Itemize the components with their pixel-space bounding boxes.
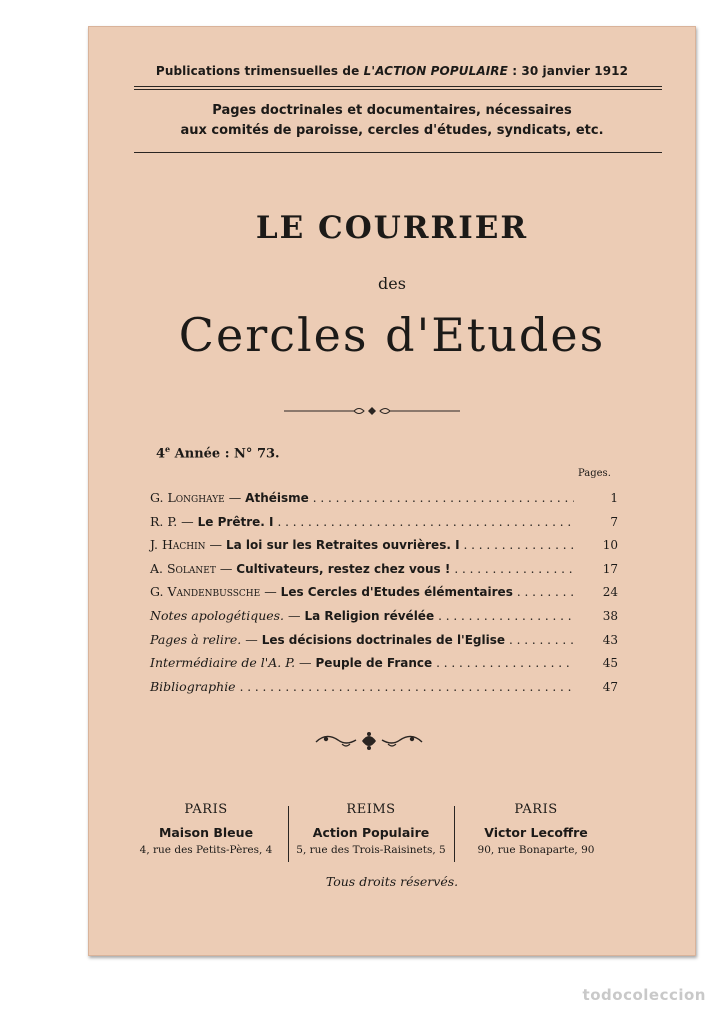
toc-page: 10	[602, 538, 618, 553]
header-rule-top	[134, 86, 662, 87]
toc-author: R. P. —	[150, 513, 198, 529]
title-des: des	[378, 274, 406, 293]
toc-page: 43	[602, 632, 618, 647]
toc-page: 17	[602, 561, 618, 576]
toc-title: Le Prêtre. I	[197, 514, 274, 529]
toc-page: 1	[610, 491, 618, 505]
toc-row	[150, 608, 618, 632]
description-line-2: aux comités de paroisse, cercles d'études, syndicats, etc.	[180, 123, 604, 138]
publication-name: L'ACTION POPULAIRE	[363, 64, 508, 78]
toc-title: Les décisions doctrinales de l'Eglise	[261, 632, 506, 647]
publisher-name: Maison Bleue	[158, 825, 254, 840]
toc-row	[150, 584, 618, 608]
toc-leader-dots	[313, 491, 574, 505]
booklet-cover	[88, 26, 696, 956]
issue-year-suffix: e	[165, 444, 171, 454]
toc-leader-dots	[438, 609, 574, 623]
publisher-city: REIMS	[346, 802, 396, 817]
toc-title: Peuple de France	[315, 656, 433, 671]
toc-title: Athéisme	[245, 491, 309, 505]
toc-author: Pages à relire. —	[150, 631, 262, 647]
rights-notice: Tous droits réservés.	[325, 874, 459, 889]
publisher-maison-bleue	[116, 802, 296, 856]
toc-leader-dots	[436, 656, 574, 670]
ornament-divider-icon	[282, 404, 462, 418]
toc-author: Intermédiaire de l'A. P. —	[150, 655, 316, 671]
toc-page: 24	[602, 585, 618, 600]
toc-title: Cultivateurs, restez chez vous !	[236, 561, 451, 576]
description-line-1: Pages doctrinales et documentaires, nécessaires	[212, 103, 572, 118]
publisher-city: PARIS	[514, 802, 558, 817]
floral-ornament-icon	[312, 730, 426, 752]
toc-row	[150, 514, 618, 538]
toc-row	[150, 655, 618, 679]
toc-row	[150, 490, 618, 514]
publisher-name: Action Populaire	[312, 825, 430, 840]
publisher-address: 90, rue Bonaparte, 90	[477, 844, 595, 856]
toc-author: A. Solanet —	[150, 560, 237, 576]
header-rule-bottom	[134, 152, 662, 153]
toc-leader-dots	[454, 562, 574, 576]
toc-title: Les Cercles d'Etudes élémentaires	[280, 585, 513, 600]
publisher-city: PARIS	[184, 802, 228, 817]
toc-page: 7	[610, 514, 618, 529]
issue-year: 4	[156, 446, 166, 462]
publisher-action-populaire	[281, 802, 461, 856]
title-cercles-d-etudes: Cercles d'Etudes	[178, 308, 606, 362]
issue-number	[156, 444, 280, 461]
watermark-logo: todocoleccion	[582, 986, 706, 1004]
toc-author: J. Hachin —	[150, 537, 226, 553]
toc-row	[150, 632, 618, 656]
toc-leader-dots	[464, 538, 574, 552]
header-rule-top-double	[134, 89, 662, 90]
publication-date: : 30 janvier 1912	[507, 64, 629, 78]
issue-rest: Année : N° 73.	[170, 446, 280, 462]
toc-author: Notes apologétiques. —	[150, 607, 305, 623]
toc-leader-dots	[240, 680, 574, 694]
toc-row	[150, 679, 618, 703]
toc-author: G. Vandenbussche —	[150, 584, 281, 600]
toc-row	[150, 561, 618, 585]
toc-page: 38	[602, 608, 618, 623]
toc-page: 47	[602, 679, 618, 694]
toc-author: G. Longhaye —	[150, 490, 246, 505]
toc-leader-dots	[509, 633, 574, 647]
publisher-address: 5, rue des Trois-Raisinets, 5	[296, 844, 446, 856]
toc-leader-dots	[277, 515, 574, 529]
toc-leader-dots	[517, 585, 574, 599]
publisher-victor-lecoffre	[446, 802, 626, 856]
title-le-courrier: LE COURRIER	[255, 210, 529, 246]
toc-page: 45	[602, 656, 618, 671]
toc-title: La Religion révélée	[304, 608, 435, 623]
toc-title: La loi sur les Retraites ouvrières. I	[226, 538, 460, 553]
publisher-name: Victor Lecoffre	[484, 825, 588, 840]
toc-author: Bibliographie	[150, 678, 236, 694]
publisher-address: 4, rue des Petits-Pères, 4	[139, 844, 273, 856]
publication-prefix: Publications trimensuelles de	[155, 64, 364, 78]
pages-column-header: Pages.	[578, 468, 611, 479]
table-of-contents	[150, 490, 618, 702]
toc-row	[150, 537, 618, 561]
publication-line	[88, 64, 696, 78]
